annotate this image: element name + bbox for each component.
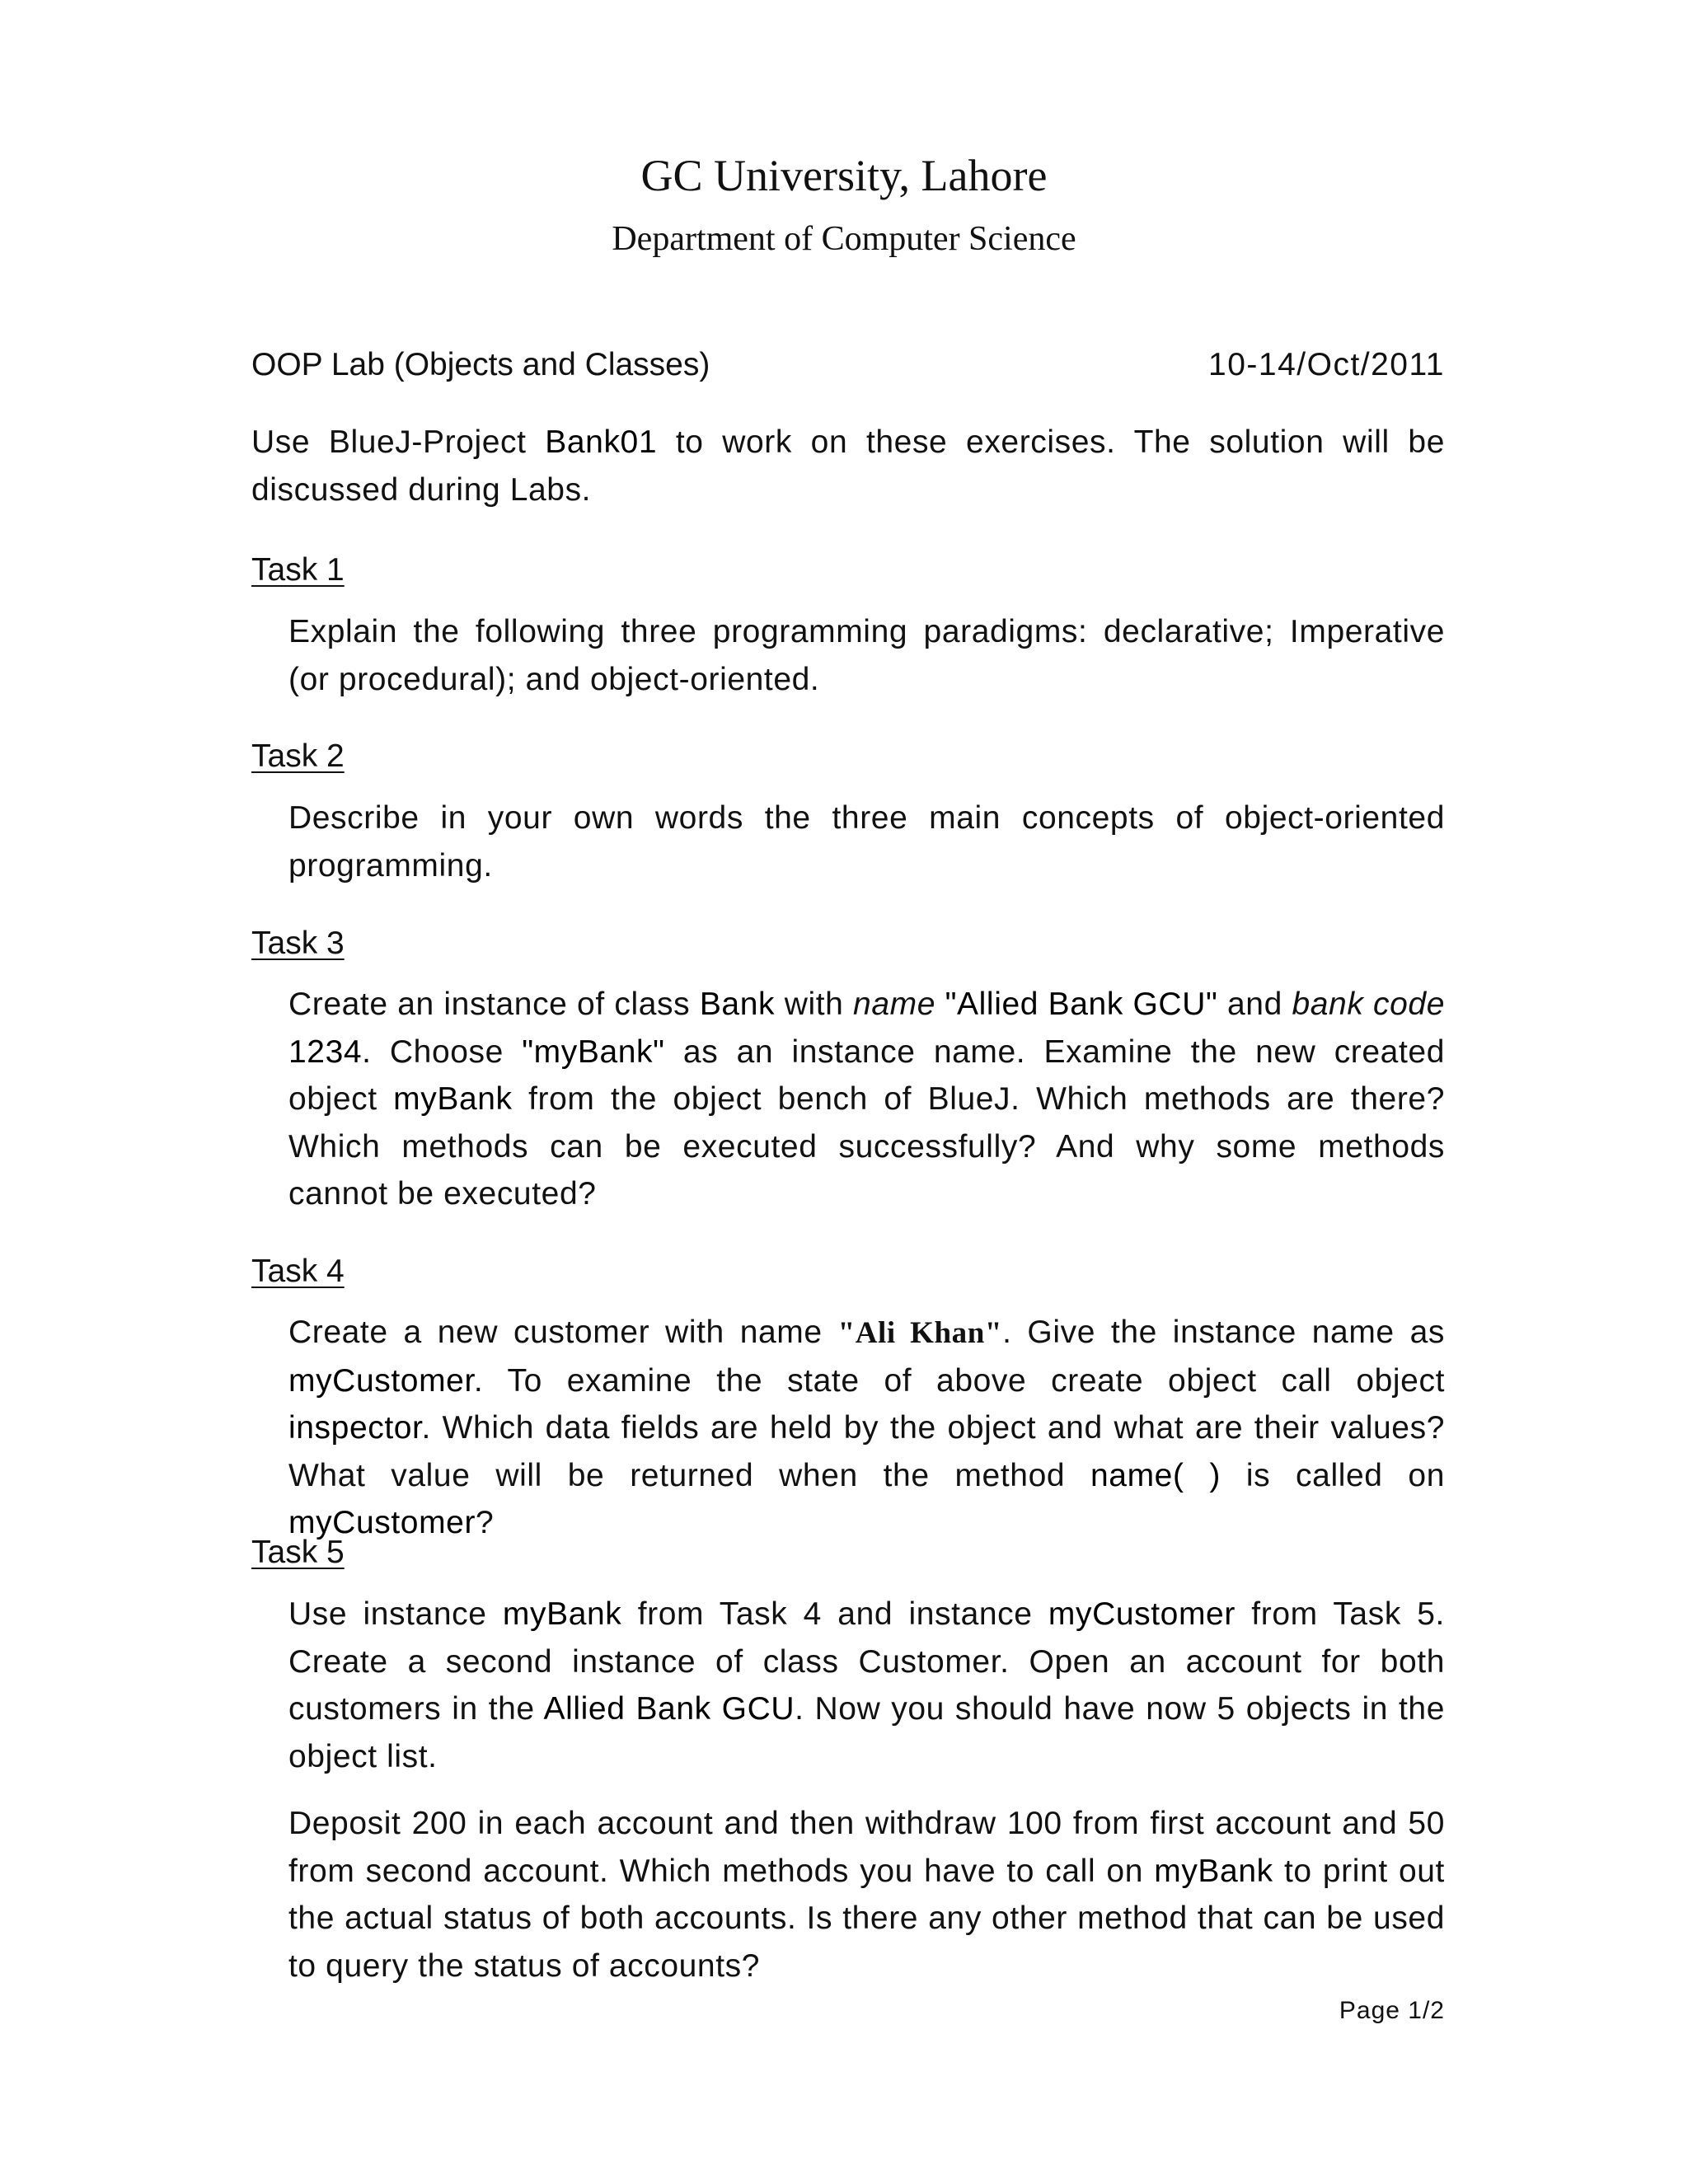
bank-name-value: "Allied Bank GCU"	[945, 987, 1218, 1022]
task-1-heading: Task 1	[251, 552, 345, 588]
instance-name-mybank: "myBank"	[522, 1033, 665, 1070]
lab-title: OOP Lab (Objects and Classes)	[251, 347, 710, 382]
task-5-paragraph-2: Deposit 200 in each account and then withdraw 100 from first account and 50 from second account. Which methods you have to call on myBank to print out the actual status of both accounts. Is there any other method that can be used to query the status of accounts?	[288, 1806, 1445, 1984]
task-4-body: Create a new customer with name "Ali Khan". Give the instance name as myCustomer. To examine the state of above create object call object inspector. Which data fields are held by the object and what are their values? What value will be returned when the method name( ) is called on myCustomer?	[288, 1315, 1446, 1540]
task-3-heading: Task 3	[251, 926, 345, 961]
object-mycustomer: myCustomer	[288, 1505, 476, 1540]
department-subtitle: Department of Computer Science	[612, 220, 1076, 258]
project-name: Bank01	[545, 424, 658, 460]
inspector-term: inspector	[288, 1410, 422, 1446]
university-title: GC University, Lahore	[640, 151, 1048, 200]
task-2-heading: Task 2	[251, 738, 345, 774]
intro-text-end: to work on these exercises. The solution will be discussed during Labs.	[251, 424, 1446, 508]
bank-code-value: 1234.	[288, 1033, 372, 1070]
object-mycustomer: myCustomer	[1048, 1596, 1236, 1632]
param-name: name	[853, 987, 936, 1022]
instance-name-mycustomer: myCustomer	[288, 1362, 474, 1399]
object-mybank: myBank	[502, 1596, 622, 1632]
task-4-heading: Task 4	[251, 1254, 345, 1289]
param-bank-code: bank code	[1292, 987, 1445, 1022]
task-2-body: Describe in your own words the three main concepts of object-oriented programming.	[288, 800, 1445, 883]
customer-name-value: "Ali Khan"	[837, 1316, 1003, 1350]
object-mybank: myBank	[393, 1081, 513, 1117]
task-3-body: Create an instance of class Bank with name "Allied Bank GCU" and bank code 1234. Choose "myBank" as an instance name. Examine the new created object myBank from the object bench of BlueJ. Which methods are there? Which methods can be executed successfully? And why some methods cannot be executed?	[288, 987, 1445, 1212]
task-1-body: Explain the following three programming paradigms: declarative; Imperative (or procedural); and object-oriented.	[288, 614, 1445, 697]
lab-header-row	[251, 342, 1445, 388]
lab-date: 10-14/Oct/2011	[1208, 347, 1445, 382]
method-name: name( )	[1090, 1457, 1221, 1493]
intro-text-start: Use BlueJ-Project	[251, 424, 546, 460]
page-number: Page 1/2	[1339, 1997, 1445, 2024]
object-mybank: myBank	[1154, 1853, 1273, 1889]
bank-name: Allied Bank GCU	[543, 1691, 795, 1727]
task-5-paragraph-1: Use instance myBank from Task 4 and instance myCustomer from Task 5. Create a second instance of class Customer. Open an account for both customers in the Allied Bank GCU. Now you should have now 5 objects in the object list.	[288, 1596, 1445, 1774]
intro-paragraph	[251, 419, 1445, 514]
task-5-heading: Task 5	[251, 1535, 345, 1570]
class-name-bank: Bank	[699, 987, 776, 1022]
